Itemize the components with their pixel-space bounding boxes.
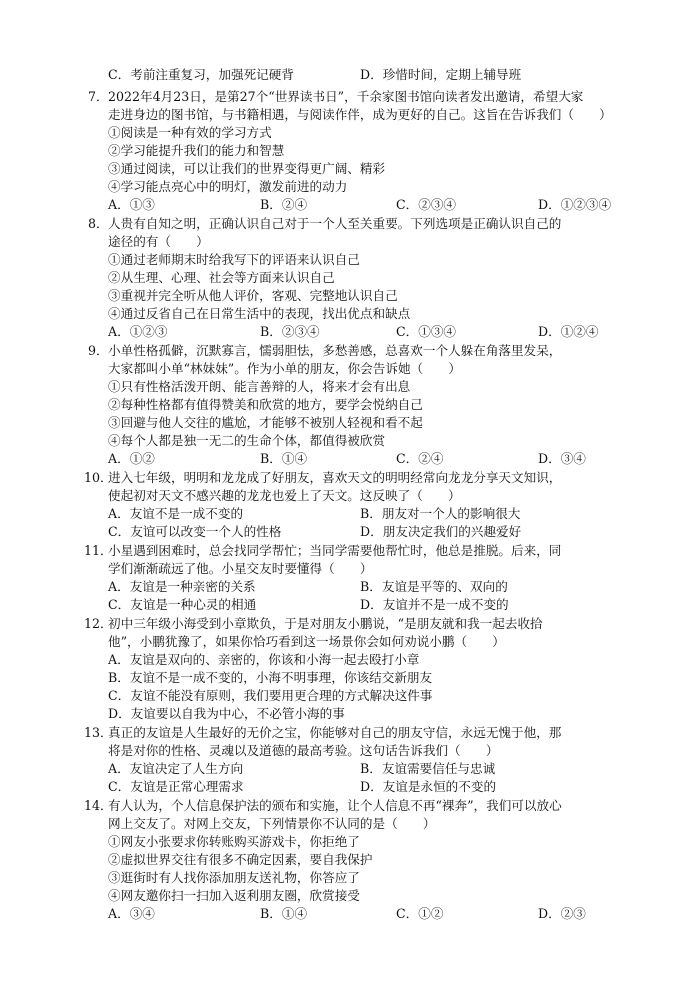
question-stem: 走进身边的图书馆，与书籍相遇，与阅读作伴，成为更好的自己。这旨在告诉我们（ ） (108, 107, 612, 122)
question-stem: 小单性格孤僻，沉默寡言，懦弱胆怯，多愁善感，总喜欢一个人躲在角落里发呆， (108, 343, 562, 358)
statement-item: ③重视并完全听从他人评价，客观、完整地认识自己 (108, 288, 398, 303)
choice-d: D．友谊并不是一成不变的 (360, 597, 509, 612)
choice-d: D．友谊要以自我为中心，不必管小海的事 (108, 706, 345, 721)
option-c: C．考前注重复习，加强死记硬背 (108, 67, 294, 82)
statement-item: ②虚拟世界交往有很多不确定因素，要自我保护 (108, 852, 373, 867)
choice-b: B．友谊是平等的、双向的 (360, 579, 508, 594)
statement-item: ①通过老师期末时给我写下的评语来认识自己 (108, 252, 360, 267)
choice-c: C．友谊可以改变一个人的性格 (108, 524, 282, 539)
statement-item: ①网友小张要求你转账购买游戏卡，你拒绝了 (108, 834, 360, 849)
choice-d: D．①②④ (538, 324, 599, 339)
choice-b: B．②④ (260, 197, 308, 212)
question-number: 14． (84, 798, 113, 813)
choice-a: A．友谊是双向的、亲密的，你该和小海一起去殴打小章 (108, 652, 420, 667)
option-d: D．珍惜时间，定期上辅导班 (360, 67, 522, 82)
choice-a: A．友谊决定了人生方向 (108, 761, 244, 776)
question-number: 13． (84, 725, 113, 740)
choice-d: D．③④ (538, 451, 586, 466)
question-stem: 进入七年级，明明和龙龙成了好朋友，喜欢天文的明明经常向龙龙分享天文知识， (108, 470, 562, 485)
choice-d: D．朋友决定我们的兴趣爱好 (360, 524, 522, 539)
choice-c: C．①③④ (396, 324, 457, 339)
statement-item: ③回避与他人交往的尴尬，才能够不被别人轻视和看不起 (108, 415, 423, 430)
statement-item: ③通过阅读，可以让我们的世界变得更广阔、精彩 (108, 161, 386, 176)
statement-item: ④网友邀你扫一扫加入返利朋友圈，欣赏接受 (108, 888, 360, 903)
choice-a: A．①② (108, 451, 155, 466)
choice-a: A．友谊不是一成不变的 (108, 506, 244, 521)
question-stem: 人贵有自知之明，正确认识自己对于一个人至关重要。下列选项是正确认识自己的 (108, 216, 562, 231)
question-stem: 使起初对天文不感兴趣的龙龙也爱上了天文。这反映了（ ） (108, 488, 461, 503)
question-stem: 初中三年级小海受到小章欺负，于是对朋友小鹏说，“是朋友就和我一起去收拾 (108, 616, 543, 631)
choice-a: A．友谊是一种亲密的关系 (108, 579, 256, 594)
question-stem: 真正的友谊是人生最好的无价之宝，你能够对自己的朋友守信，永远无愧于他，那 (108, 725, 562, 740)
choice-a: A．③④ (108, 906, 155, 921)
choice-b: B．朋友对一个人的影响很大 (360, 506, 521, 521)
statement-item: ②每种性格都有值得赞美和欣赏的地方，要学会悦纳自己 (108, 397, 423, 412)
statement-item: ③逛街时有人找你添加朋友送礼物，你答应了 (108, 870, 360, 885)
question-stem: 他”，小鹏犹豫了，如果你恰巧看到这一场景你会如何劝说小鹏（ ） (108, 634, 505, 649)
statement-item: ②从生理、心理、社会等方面来认识自己 (108, 270, 335, 285)
choice-b: B．①④ (260, 906, 308, 921)
question-number: 9． (88, 343, 109, 358)
question-number: 12． (84, 616, 113, 631)
choice-c: C．友谊不能没有原则，我们要用更合理的方式解决这件事 (108, 688, 433, 703)
choice-a: A．①②③ (108, 324, 168, 339)
choice-c: C．①② (396, 906, 444, 921)
question-stem: 将是对你的性格、灵魂以及道德的最高考验。这句话告诉我们（ ） (108, 743, 499, 758)
statement-item: ④学习能点亮心中的明灯，激发前进的动力 (108, 179, 348, 194)
statement-item: ④通过反省自己在日常生活中的表现，找出优点和缺点 (108, 306, 411, 321)
choice-b: B．①④ (260, 451, 308, 466)
choice-c: C．友谊是正常心理需求 (108, 779, 244, 794)
question-stem: 学们渐渐疏远了他。小星交友时要懂得（ ） (108, 561, 373, 576)
choice-b: B．友谊需要信任与忠诚 (360, 761, 496, 776)
statement-item: ②学习能提升我们的能力和智慧 (108, 143, 285, 158)
statement-item: ①只有性格活泼开朗、能言善辩的人，将来才会有出息 (108, 379, 411, 394)
choice-c: C．友谊是一种心灵的相通 (108, 597, 257, 612)
choice-d: D．②③ (538, 906, 586, 921)
choice-b: B．友谊不是一成不变的，小海不明事理，你该结交新朋友 (108, 670, 433, 685)
question-stem: 2022年4月23日，是第27个“世界读书日”，千余家图书馆向读者发出邀请，希望大家 (108, 89, 584, 104)
statement-item: ④每个人都是独一无二的生命个体，都值得被欣赏 (108, 433, 386, 448)
question-stem: 有人认为，个人信息保护法的颁布和实施，让个人信息不再“裸奔”，我们可以放心 (108, 798, 562, 813)
choice-a: A．①③ (108, 197, 155, 212)
question-stem: 途径的有（ ） (108, 234, 209, 249)
question-number: 8． (88, 216, 109, 231)
choice-d: D．友谊是永恒的不变的 (360, 779, 497, 794)
question-number: 11． (84, 543, 113, 558)
choice-d: D．①②③④ (538, 197, 612, 212)
question-number: 7． (88, 89, 109, 104)
choice-c: C．②④ (396, 451, 444, 466)
statement-item: ①阅读是一种有效的学习方式 (108, 125, 272, 140)
question-stem: 大家都叫小单“林妹妹”。作为小单的朋友，你会告诉她（ ） (108, 361, 461, 376)
choice-b: B．②③④ (260, 324, 320, 339)
question-stem: 网上交友了。对网上交友，下列情景你不认同的是（ ） (108, 816, 436, 831)
question-stem: 小星遇到困难时，总会找同学帮忙；当同学需要他帮忙时，他总是推脱。后来，同 (108, 543, 562, 558)
choice-c: C．②③④ (396, 197, 457, 212)
question-number: 10． (84, 470, 113, 485)
